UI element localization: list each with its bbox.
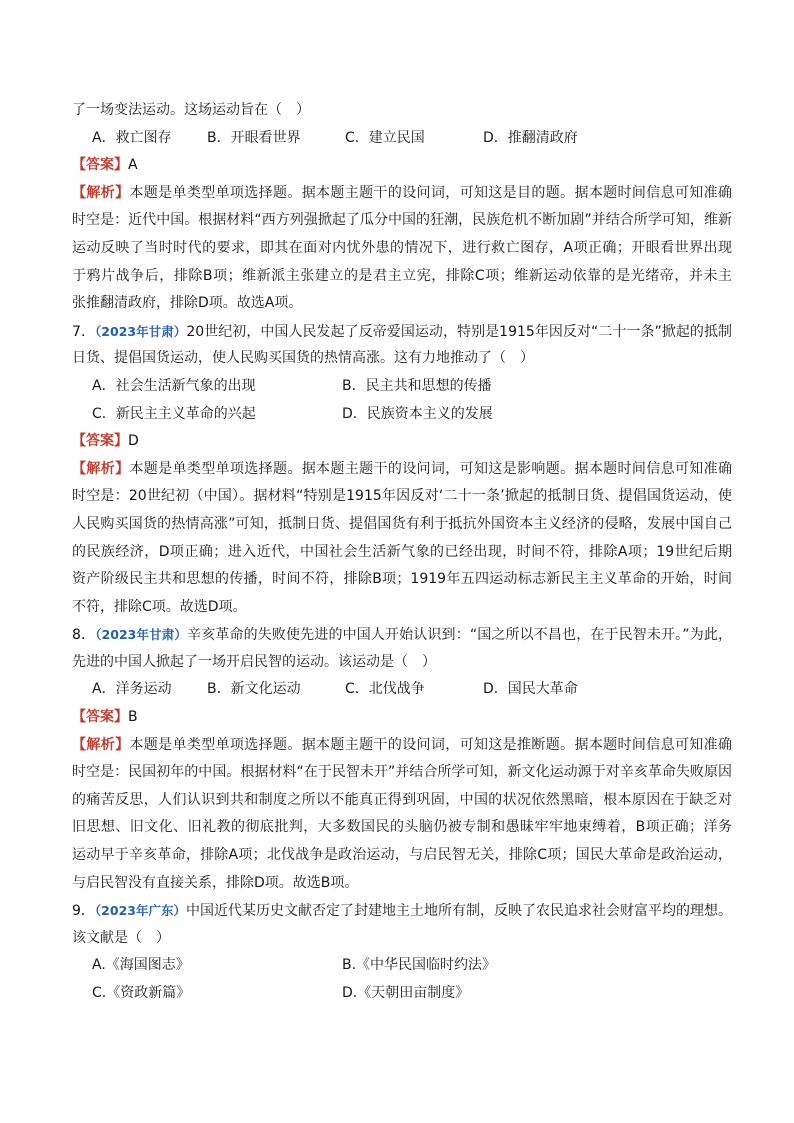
q7-option-b: B．民主共和思想的传播	[342, 377, 492, 394]
q8-stem-line: 先进的中国人掀起了一场开启民智的运动。该运动是（ ）	[72, 653, 436, 670]
q7-option-d: D．民族资本主义的发展	[342, 405, 493, 422]
q8-analysis-line: 运动早于辛亥革命，排除A项；北伐战争是政治运动，与启民智无关，排除C项；国民大革命是政治运动，	[72, 847, 732, 864]
q6-option-b: B．开眼看世界	[207, 129, 301, 146]
q6-analysis-line: 运动反映了当时时代的要求，即其在面对内忧外患的情况下，进行救亡图存，A项正确；开眼看世界出现	[72, 239, 732, 256]
q7-answer-value: D	[128, 433, 139, 450]
q9-stem-line: 该文献是（ ）	[72, 929, 170, 946]
analysis-label: 【解析】	[72, 460, 130, 477]
q8-analysis-line: 的痛苦反思，人们认识到共和制度之所以不能真正得到巩固，中国的状况依然黑暗，根本原因在于缺乏对	[72, 791, 732, 808]
q6-analysis-line: 时空是：近代中国。根据材料“西方列强掀起了瓜分中国的狂潮，民族危机不断加剧”并结合所学可知，维新	[72, 212, 732, 229]
q8-analysis-line: 时空是：民国初年的中国。根据材料“在于民智未开”并结合所学可知，新文化运动源于对辛亥革命失败原因	[72, 764, 732, 781]
q8-answer	[72, 704, 732, 732]
q9-option-b: B.《中华民国临时约法》	[342, 957, 497, 974]
analysis-text: 本题是单类型单项选择题。据本题主题干的设问词，可知这是推断题。据本题时间信息可知准确	[129, 736, 733, 753]
q8-option-d: D．国民大革命	[483, 681, 578, 698]
q8-answer-value: B	[128, 709, 138, 726]
q8-stem-text: 辛亥革命的失败使先进的中国人开始认识到：“国之所以不昌也，在于民智未开。”为此，	[187, 627, 732, 644]
q9-option-a: A.《海国图志》	[92, 957, 190, 974]
q8-option-b: B．新文化运动	[207, 681, 301, 698]
q7-analysis-line	[72, 456, 732, 484]
q8-analysis-line: 与启民智没有直接关系，排除D项。故选B项。	[72, 874, 359, 891]
q6-options	[72, 125, 732, 153]
answer-label: 【答案】	[72, 433, 128, 450]
q7-stem	[72, 318, 732, 346]
q9-stem-text: 中国近代某历史文献否定了封建地主土地所有制，反映了农民追求社会财富平均的理想。	[185, 903, 732, 920]
q7-analysis-line: 人民购买国货的热情高涨”可知，抵制日货、提倡国货有利于抵抗外国资本主义经济的侵略，发展中国自己	[72, 515, 732, 532]
q7-analysis-line: 的民族经济，D项正确；进入近代，中国社会生活新气象的已经出现，时间不符，排除A项；19世纪后期	[72, 543, 732, 560]
question-number: 9．	[72, 903, 95, 920]
q7-analysis-line: 时空是：20世纪初（中国）。据材料“特别是1915年因反对‘二十一条’掀起的抵制日货、提倡国货运动，使	[72, 488, 732, 505]
q9-options-row2	[72, 980, 732, 1008]
q6-analysis-line: 于鸦片战争后，排除B项；维新派主张建立的是君主立宪，排除C项；维新运动依靠的是光绪帝，并未主	[72, 267, 732, 284]
q8-option-c: C．北伐战争	[345, 681, 425, 698]
question-source: （2023年甘肃）	[95, 627, 188, 643]
q7-analysis-line: 资产阶级民主共和思想的传播，时间不符，排除B项；1919年五四运动标志新民主主义革命的开始，时间	[72, 571, 732, 588]
question-number: 8．	[72, 627, 96, 644]
question-source: （2023年广东）	[94, 903, 186, 919]
q7-analysis-line: 不符，排除C项。故选D项。	[72, 598, 247, 615]
q6-analysis-line	[72, 180, 732, 208]
q9-options-row1	[72, 952, 732, 980]
analysis-text: 本题是单类型单项选择题。据本题主题干的设问词，可知这是影响题。据本题时间信息可知准确	[129, 460, 733, 477]
answer-label: 【答案】	[72, 157, 128, 174]
q6-answer-value: A	[128, 157, 138, 174]
q6-analysis-line: 张推翻清政府，排除D项。故选A项。	[72, 295, 303, 312]
q7-stem-text: 20世纪初，中国人民发起了反帝爱国运动，特别是1915年因反对“二十一条”掀起的抵制	[186, 323, 732, 340]
q8-stem	[72, 621, 732, 649]
q6-answer	[72, 152, 732, 180]
analysis-label: 【解析】	[72, 184, 130, 201]
q7-options-row2	[72, 401, 732, 429]
answer-label: 【答案】	[72, 709, 128, 726]
page-content	[72, 97, 732, 1008]
q7-option-c: C．新民主主义革命的兴起	[92, 405, 256, 422]
q8-analysis-line: 旧思想、旧文化、旧礼教的彻底批判，大多数国民的头脑仍被专制和愚昧牢牢地束缚着，B项正确；洋务	[72, 819, 732, 836]
q7-options-row1	[72, 373, 732, 401]
q8-analysis-line	[72, 732, 732, 760]
q8-options	[72, 676, 732, 704]
q6-option-a: A．救亡图存	[92, 129, 172, 146]
question-number: 7．	[72, 323, 95, 340]
analysis-text: 本题是单类型单项选择题。据本题主题干的设问词，可知这是目的题。据本题时间信息可知准确	[129, 184, 733, 201]
q9-stem	[72, 897, 732, 925]
q6-option-d: D．推翻清政府	[483, 129, 578, 146]
question-source: （2023年甘肃）	[95, 323, 187, 339]
analysis-label: 【解析】	[72, 736, 130, 753]
q9-option-c: C.《资政新篇》	[92, 985, 191, 1001]
q7-option-a: A．社会生活新气象的出现	[92, 377, 256, 394]
q7-stem-line: 日货、提倡国货运动，使人民购买国货的热情高涨。这有力地推动了（ ）	[72, 350, 534, 367]
q6-stem: 了一场变法运动。这场运动旨在（ ）	[72, 102, 310, 118]
q7-answer	[72, 428, 732, 456]
q9-option-d: D.《天朝田亩制度》	[342, 985, 470, 1001]
q6-option-c: C．建立民国	[345, 129, 425, 146]
q8-option-a: A．洋务运动	[92, 681, 172, 698]
